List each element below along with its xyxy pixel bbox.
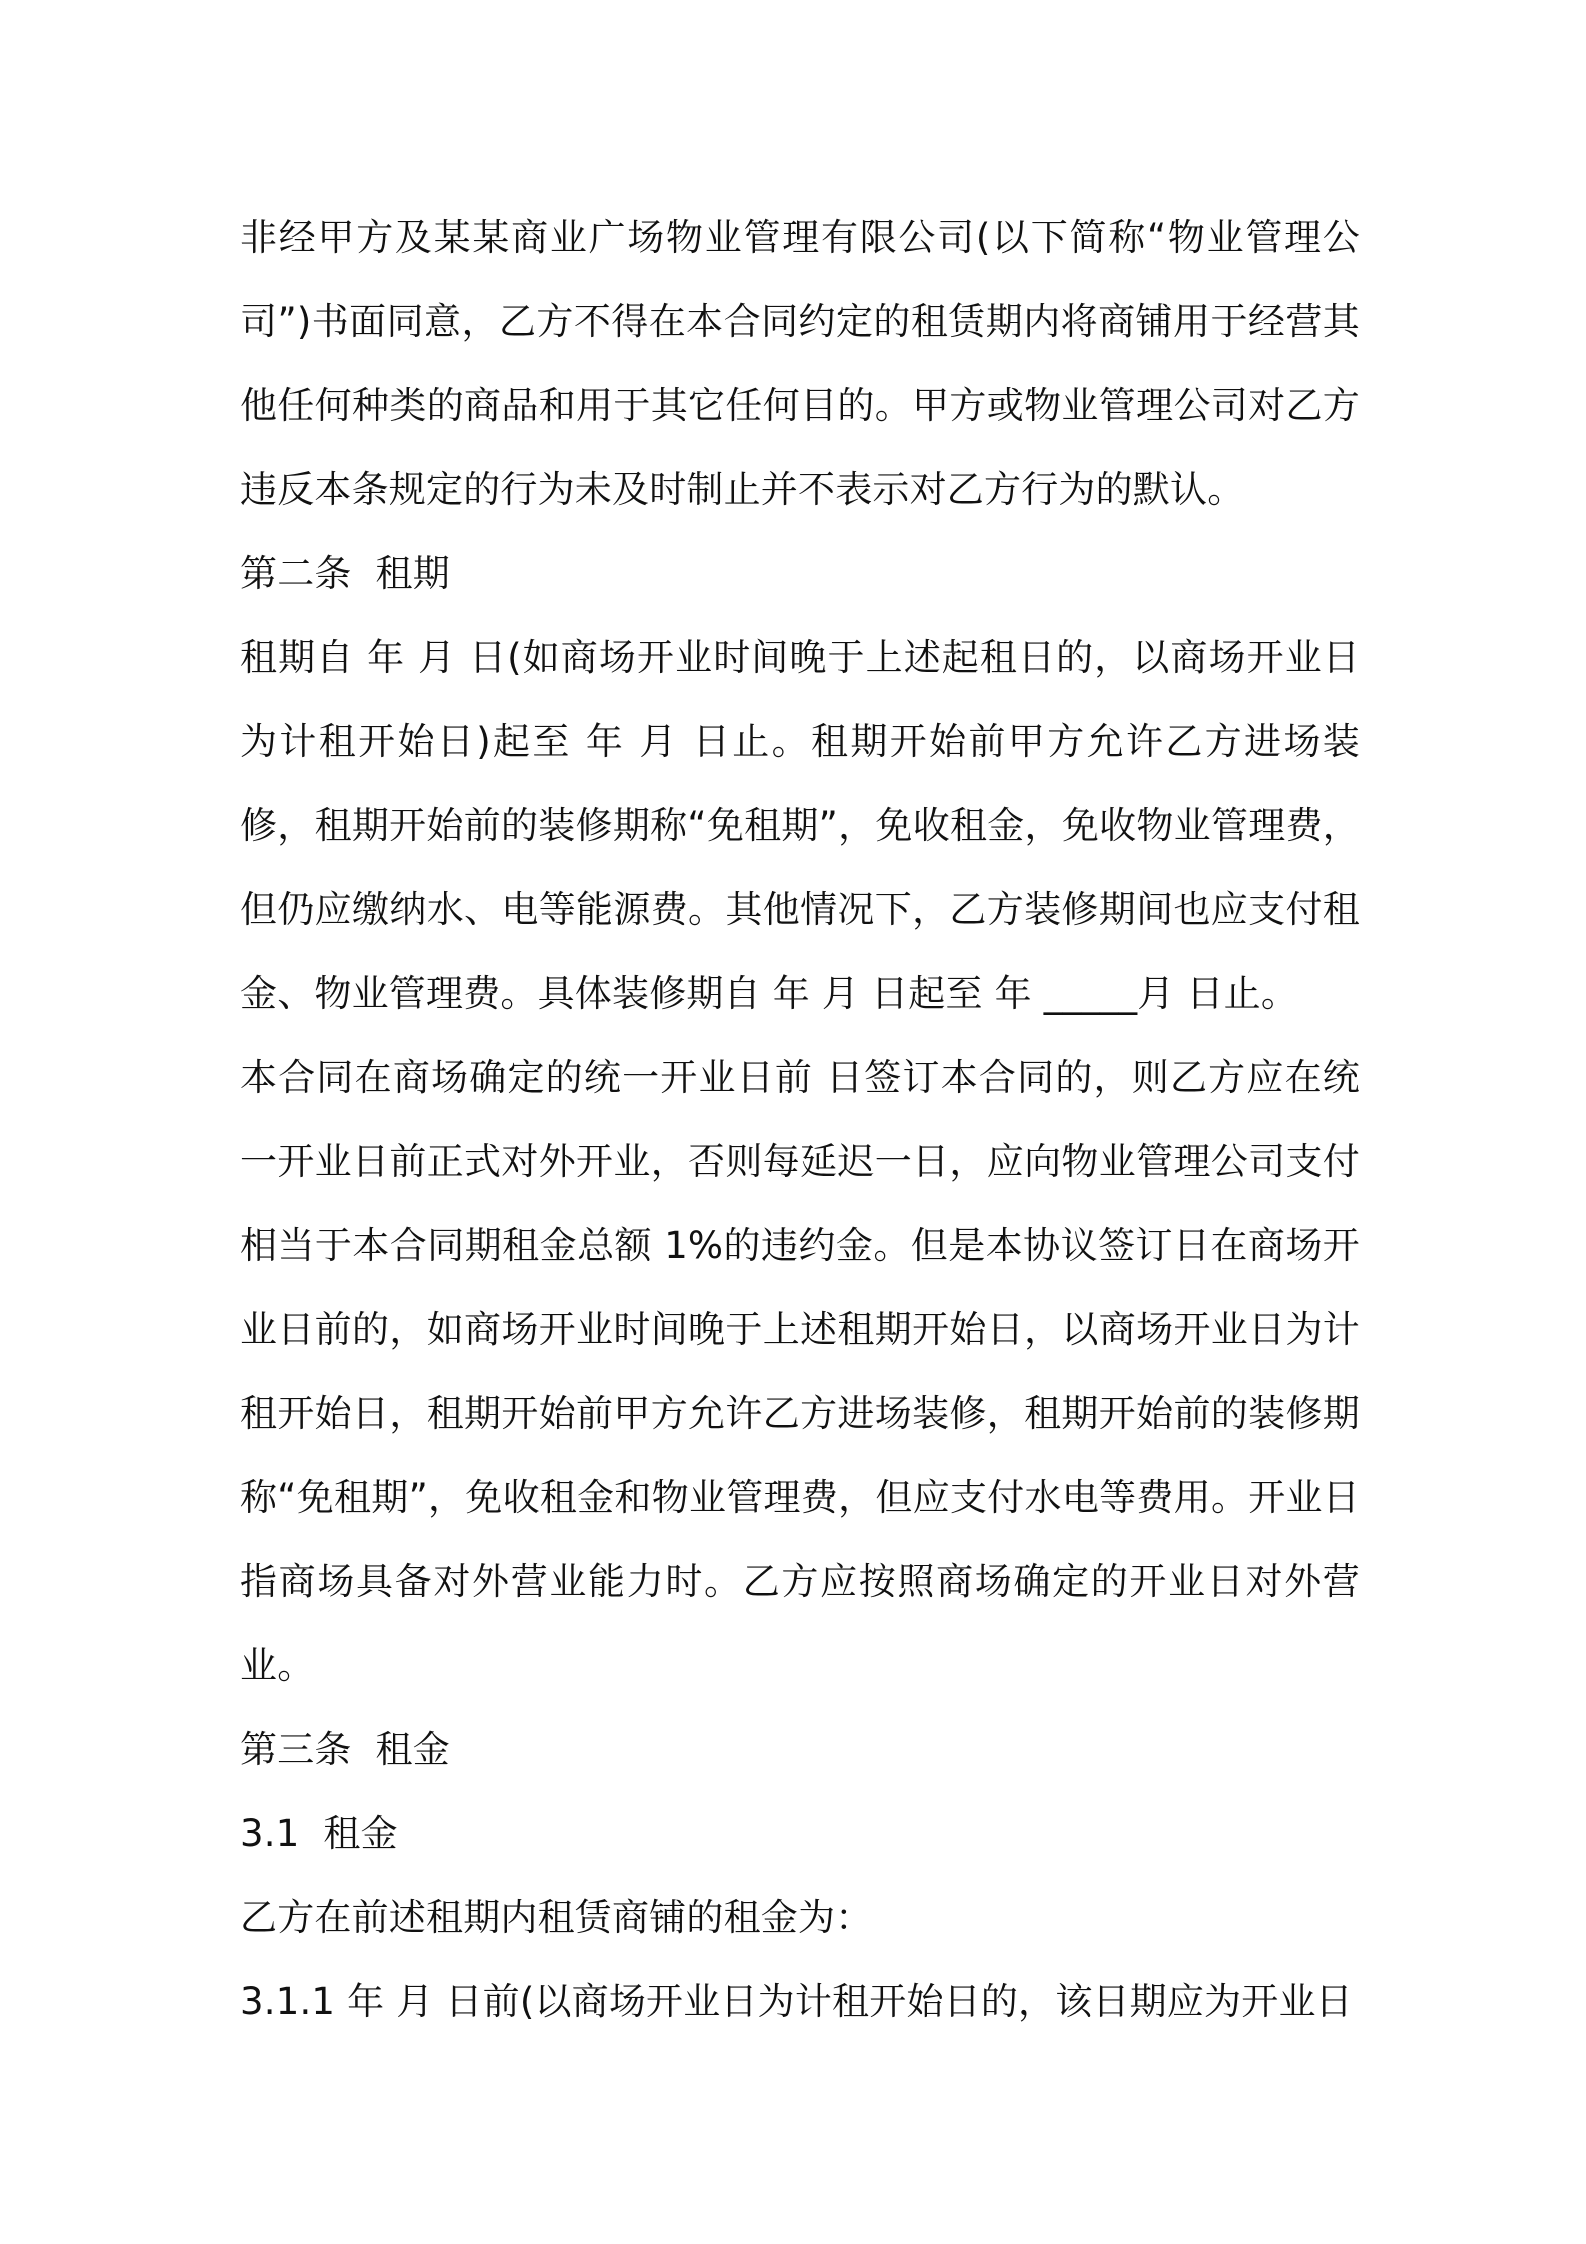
- paragraph-opening-day: 本合同在商场确定的统一开业日前 日签订本合同的，则乙方应在统一开业日前正式对外开业，否则每延迟一日，应向物业管理公司支付相当于本合同期租金总额 1%的违约金。但是本协议签订日在商场开业日前的，如商场开业时间晚于上述租期开始日，以商场开业日为计租开始日，租期开始前甲方允许乙方进场装修，租期开始前的装修期称“免租期”，免收租金和物业管理费，但应支付水电等费用。开业日指商场具备对外营业能力时。乙方应按照商场确定的开业日对外营业。: [240, 1056, 1360, 1687]
- paragraph-rent-intro: 乙方在前述租期内租赁商铺的租金为：: [240, 1896, 873, 1939]
- contract-body: [240, 196, 1360, 2044]
- heading-article-2-lease-term: 第二条 租期: [240, 552, 450, 595]
- heading-article-3-rent: 第三条 租金: [240, 1728, 450, 1771]
- paragraph-lease-term: 租期自 年 月 日(如商场开业时间晚于上述起租日的，以商场开业日为计租开始日)起至 年 月 日止。租期开始前甲方允许乙方进场装修，租期开始前的装修期称“免租期”，免收租金，免收物业管理费，但仍应缴纳水、电等能源费。其他情况下，乙方装修期间也应支付租金、物业管理费。具体装修期自 年 月 日起至 年 _____月 日止。: [240, 636, 1360, 1015]
- heading-section-3-1-rent: 3.1 租金: [240, 1812, 398, 1855]
- paragraph-3-1-1: 3.1.1 年 月 日前(以商场开业日为计租开始日的，该日期应为开业日: [240, 1980, 1353, 2023]
- paragraph-usage-restriction: 非经甲方及某某商业广场物业管理有限公司(以下简称“物业管理公司”)书面同意，乙方不得在本合同约定的租赁期内将商铺用于经营其他任何种类的商品和用于其它任何目的。甲方或物业管理公司对乙方违反本条规定的行为未及时制止并不表示对乙方行为的默认。: [240, 216, 1360, 511]
